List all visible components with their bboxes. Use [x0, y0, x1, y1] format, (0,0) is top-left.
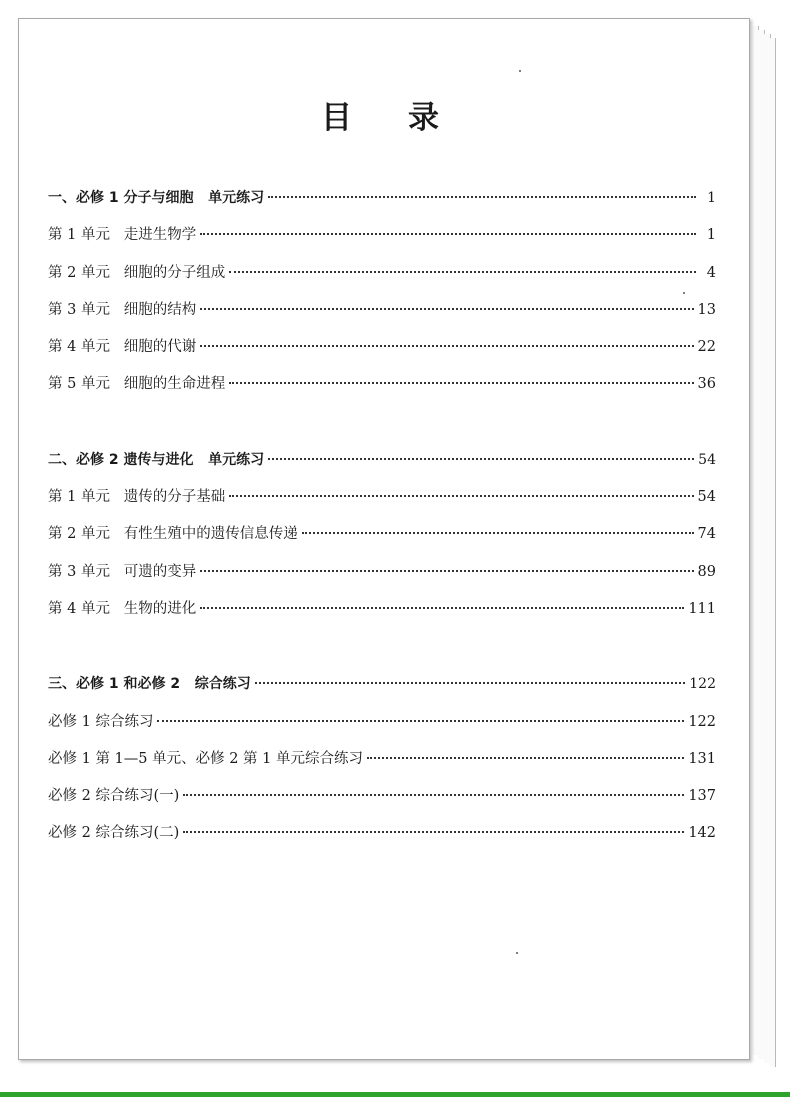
toc-entry[interactable]: [48, 221, 716, 258]
toc-entry[interactable]: [48, 370, 716, 407]
print-speck: [516, 952, 518, 954]
toc-entry[interactable]: [48, 333, 716, 370]
dot-leader: [268, 196, 696, 198]
toc-entry[interactable]: [48, 782, 716, 819]
dot-leader: [200, 345, 693, 347]
dot-leader: [200, 308, 693, 310]
dot-leader: [200, 607, 684, 609]
dot-leader: [229, 382, 693, 384]
toc-page-number: 111: [688, 600, 716, 617]
toc-heading-label: 二、必修 2 遗传与进化 单元练习: [48, 451, 265, 468]
toc-page-number: 1: [707, 190, 716, 206]
toc-entry[interactable]: [48, 558, 716, 595]
dot-leader: [157, 720, 684, 722]
toc-entry[interactable]: [48, 520, 716, 557]
toc-page-number: 36: [697, 376, 716, 393]
toc-section: [48, 670, 716, 856]
toc-entry[interactable]: [48, 296, 716, 333]
toc-entry-label: 第 1 单元 遗传的分子基础: [48, 489, 226, 506]
table-of-contents: [48, 184, 716, 857]
toc-entry-label: 必修 2 综合练习(二): [48, 825, 180, 842]
dot-leader: [229, 271, 696, 273]
toc-page-number: 13: [697, 301, 716, 318]
toc-page-number: 54: [697, 489, 716, 506]
toc-entry-label: 必修 2 综合练习(一): [48, 788, 180, 805]
toc-entry-label: 第 3 单元 可遗的变异: [48, 563, 197, 580]
toc-section: [48, 446, 716, 632]
toc-entry-label: 第 2 单元 有性生殖中的遗传信息传递: [48, 526, 298, 543]
toc-section-heading[interactable]: [48, 446, 716, 483]
dot-leader: [183, 794, 684, 796]
toc-entry-label: 第 5 单元 细胞的生命进程: [48, 376, 226, 393]
toc-page-number: 137: [688, 788, 716, 805]
toc-page-number: 22: [697, 339, 716, 356]
toc-page-number: 122: [688, 713, 716, 730]
toc-heading-label: 一、必修 1 分子与细胞 单元练习: [48, 190, 265, 206]
toc-page-number: 142: [688, 825, 716, 842]
toc-entry-label: 必修 1 第 1—5 单元、必修 2 第 1 单元综合练习: [48, 750, 363, 767]
toc-entry-label: 第 3 单元 细胞的结构: [48, 301, 197, 318]
toc-heading-label: 三、必修 1 和必修 2 综合练习: [48, 676, 251, 693]
page-edge: [770, 38, 776, 1067]
toc-entry-label: 第 4 单元 生物的进化: [48, 600, 197, 617]
toc-section-heading[interactable]: [48, 670, 716, 707]
toc-entry[interactable]: [48, 708, 716, 745]
dot-leader: [183, 831, 684, 833]
dot-leader: [200, 570, 693, 572]
toc-page-number: 131: [688, 750, 716, 767]
toc-page-number: 54: [698, 451, 716, 468]
dot-leader: [302, 532, 694, 534]
toc-page-number: 89: [697, 563, 716, 580]
toc-entry-label: 第 1 单元 走进生物学: [48, 227, 197, 244]
toc-entry[interactable]: [48, 483, 716, 520]
toc-page-number: 4: [706, 264, 716, 281]
dot-leader: [268, 458, 694, 460]
toc-page-number: 74: [697, 526, 716, 543]
toc-entry[interactable]: [48, 595, 716, 632]
dot-leader: [200, 233, 696, 235]
section-spacer: [48, 632, 716, 670]
dot-leader: [229, 495, 693, 497]
toc-entry[interactable]: [48, 745, 716, 782]
toc-section: [48, 184, 716, 408]
toc-section-heading[interactable]: [48, 184, 716, 221]
print-speck: [519, 70, 521, 72]
toc-entry-label: 必修 1 综合练习: [48, 713, 154, 730]
toc-page-number: 122: [689, 676, 716, 693]
toc-entry[interactable]: [48, 259, 716, 296]
toc-entry[interactable]: [48, 819, 716, 856]
dot-leader: [367, 757, 684, 759]
toc-entry-label: 第 2 单元 细胞的分子组成: [48, 264, 226, 281]
toc-entry-label: 第 4 单元 细胞的代谢: [48, 339, 197, 356]
toc-page-number: 1: [706, 227, 716, 244]
section-spacer: [48, 408, 716, 446]
dot-leader: [255, 682, 686, 684]
page-title: 目录: [321, 100, 495, 136]
accent-bar: [0, 1092, 790, 1097]
